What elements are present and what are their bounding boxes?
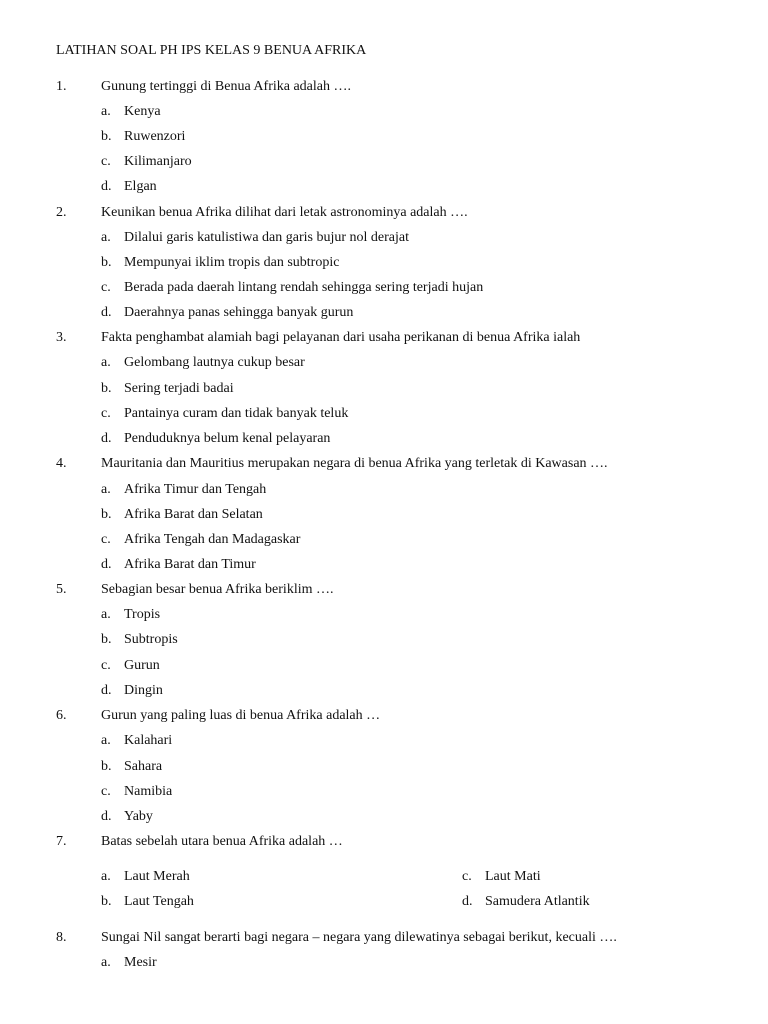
option-text: Ruwenzori (124, 129, 186, 144)
option-letter: a. (101, 104, 111, 119)
question-number: 3. (56, 330, 67, 345)
option-letter: a. (101, 607, 111, 622)
option-text: Dilalui garis katulistiwa dan garis bujur nol derajat (124, 230, 409, 245)
option-letter: d. (462, 894, 473, 909)
option-text: Kalahari (124, 733, 173, 748)
option-text: Elgan (124, 179, 157, 194)
question-number: 2. (56, 205, 67, 220)
option-text: Afrika Timur dan Tengah (124, 482, 267, 497)
option-letter: a. (101, 230, 111, 245)
option-letter: d. (101, 179, 112, 194)
page-title: LATIHAN SOAL PH IPS KELAS 9 BENUA AFRIKA (56, 43, 367, 58)
option-text: Laut Tengah (124, 894, 194, 909)
question-text: Keunikan benua Afrika dilihat dari letak astronominya adalah …. (101, 205, 468, 220)
option-text: Pantainya curam dan tidak banyak teluk (124, 406, 349, 421)
option-letter: d. (101, 305, 112, 320)
option-letter: c. (101, 658, 111, 673)
option-text: Gurun (124, 658, 160, 673)
question-number: 5. (56, 582, 67, 597)
option-letter: c. (462, 869, 472, 884)
option-letter: b. (101, 759, 112, 774)
question-number: 1. (56, 79, 67, 94)
option-text: Samudera Atlantik (485, 894, 590, 909)
question-text: Fakta penghambat alamiah bagi pelayanan dari usaha perikanan di benua Afrika ialah (101, 330, 581, 345)
option-text: Sahara (124, 759, 163, 774)
question-number: 4. (56, 456, 67, 471)
option-letter: a. (101, 482, 111, 497)
option-letter: b. (101, 507, 112, 522)
option-letter: a. (101, 733, 111, 748)
option-letter: d. (101, 431, 112, 446)
option-letter: c. (101, 406, 111, 421)
question-text: Mauritania dan Mauritius merupakan negara di benua Afrika yang terletak di Kawasan …. (101, 456, 608, 471)
option-letter: c. (101, 784, 111, 799)
option-letter: b. (101, 255, 112, 270)
question-number: 7. (56, 834, 67, 849)
option-letter: c. (101, 154, 111, 169)
option-text: Gelombang lautnya cukup besar (124, 355, 305, 370)
question-text: Batas sebelah utara benua Afrika adalah … (101, 834, 343, 849)
option-text: Afrika Barat dan Timur (124, 557, 256, 572)
option-text: Kenya (124, 104, 161, 119)
option-text: Mempunyai iklim tropis dan subtropic (124, 255, 340, 270)
option-text: Yaby (124, 809, 153, 824)
option-text: Tropis (124, 607, 161, 622)
option-text: Namibia (124, 784, 173, 799)
option-text: Berada pada daerah lintang rendah sehingga sering terjadi hujan (124, 280, 484, 295)
option-text: Daerahnya panas sehingga banyak gurun (124, 305, 354, 320)
question-text: Sebagian besar benua Afrika beriklim …. (101, 582, 334, 597)
question-text: Gurun yang paling luas di benua Afrika adalah … (101, 708, 381, 723)
option-letter: b. (101, 894, 112, 909)
option-text: Laut Merah (124, 869, 190, 884)
option-text: Subtropis (124, 632, 178, 647)
option-text: Laut Mati (485, 869, 541, 884)
option-letter: b. (101, 129, 112, 144)
option-text: Sering terjadi badai (124, 381, 234, 396)
option-letter: a. (101, 355, 111, 370)
question-text: Gunung tertinggi di Benua Afrika adalah …. (101, 79, 351, 94)
option-letter: d. (101, 809, 112, 824)
option-letter: c. (101, 280, 111, 295)
question-number: 8. (56, 930, 67, 945)
option-letter: c. (101, 532, 111, 547)
option-letter: b. (101, 381, 112, 396)
option-text: Dingin (124, 683, 163, 698)
option-text: Kilimanjaro (124, 154, 192, 169)
option-letter: a. (101, 869, 111, 884)
option-text: Mesir (124, 955, 157, 970)
question-text: Sungai Nil sangat berarti bagi negara – negara yang dilewatinya sebagai berikut, kecuali …. (101, 930, 617, 945)
option-letter: d. (101, 683, 112, 698)
option-letter: d. (101, 557, 112, 572)
option-letter: a. (101, 955, 111, 970)
question-number: 6. (56, 708, 67, 723)
option-text: Afrika Tengah dan Madagaskar (124, 532, 301, 547)
option-text: Penduduknya belum kenal pelayaran (124, 431, 331, 446)
option-letter: b. (101, 632, 112, 647)
option-text: Afrika Barat dan Selatan (124, 507, 263, 522)
